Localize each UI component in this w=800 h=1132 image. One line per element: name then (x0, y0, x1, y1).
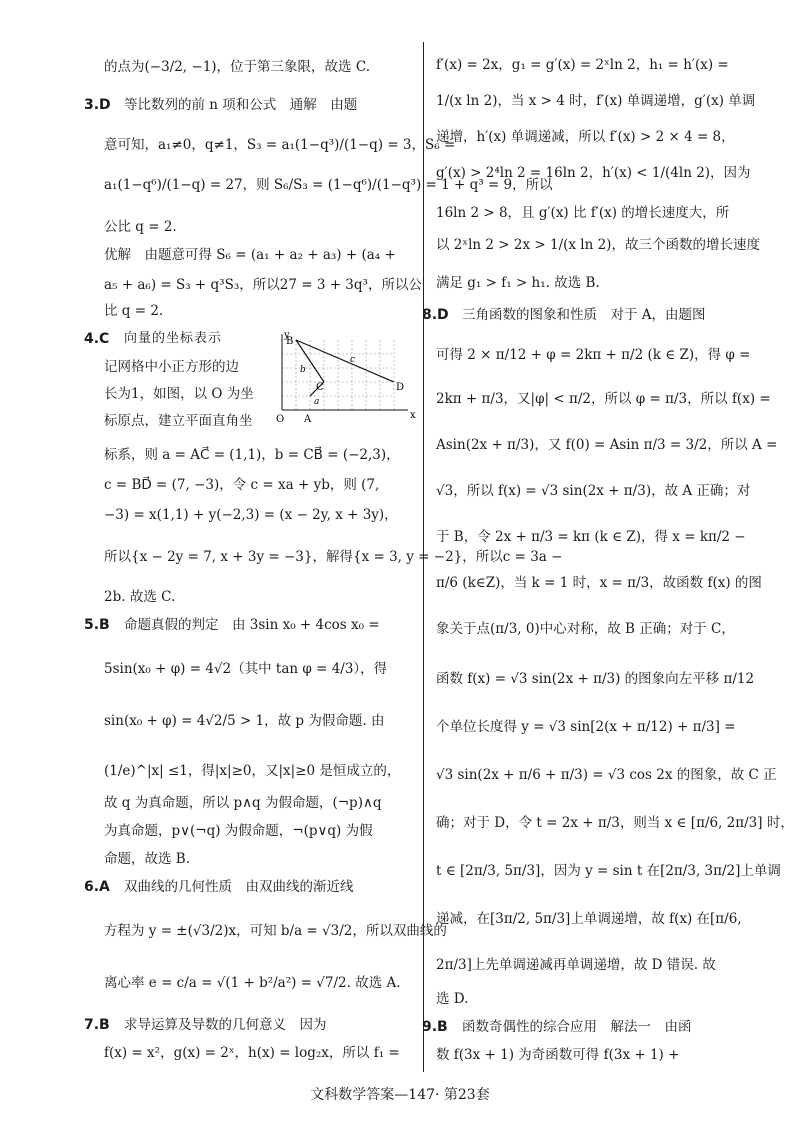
figure-label-A: A (304, 414, 312, 425)
text-line: 所以{x − 2y = 7, x + 3y = −3}，解得{x = 3, y = −2}，所以c = 3a − (104, 549, 563, 565)
text-line: f′(x) = 2x，g₁ = g′(x) = 2ˣln 2，h₁ = h′(x) = (436, 57, 729, 73)
figure-label-c: c (350, 355, 356, 365)
text-line: 确；对于 D，令 t = 2x + π/3，则当 x ∈ [π/6, 2π/3] 时， (436, 815, 794, 831)
text-line: (1/e)^|x| ≤1，得|x|≥0，又|x|≥0 是恒成立的， (104, 763, 401, 779)
item-number: 5.B (84, 617, 110, 633)
figure-label-b: b (300, 365, 306, 375)
text-line: c = BD⃗ = (7, −3)，令 c = xa + yb，则 (7, (104, 477, 380, 493)
text-line: Asin(2x + π/3)，又 f(0) = Asin π/3 = 3/2，所以 A = (436, 437, 778, 453)
text-line: 优解 由题意可得 S₆ = (a₁ + a₂ + a₃) + (a₄ + (104, 247, 396, 263)
text-line: 命题真假的判定 由 3sin x₀ + 4cos x₀ = (124, 617, 380, 633)
text-line: 1/(x ln 2)，当 x > 4 时，f′(x) 单调递增，g′(x) 单调 (436, 93, 756, 109)
item-number: 8.D (422, 307, 449, 323)
text-line: 以 2ˣln 2 > 2x > 1/(x ln 2)，故三个函数的增长速度 (436, 237, 760, 253)
figure-label-y: y (284, 330, 290, 341)
item-number: 4.C (84, 331, 110, 347)
text-line: 个单位长度得 y = √3 sin[2(x + π/12) + π/3] = (436, 719, 736, 735)
text-line: 长为1，如图，以 O 为坐 (104, 386, 254, 402)
text-line: g′(x) > 2⁴ln 2 = 16ln 2，h′(x) < 1/(4ln 2)，因为 (436, 165, 751, 181)
figure-label-C: C (316, 382, 324, 393)
item-number: 3.D (84, 97, 111, 113)
text-line: √3，所以 f(x) = √3 sin(2x + π/3)，故 A 正确；对 (436, 483, 751, 499)
text-line: 三角函数的图象和性质 对于 A，由题图 (462, 307, 706, 323)
page-footer: 文科数学答案—147· 第23套 (310, 1087, 490, 1103)
text-line: 满足 g₁ > f₁ > h₁. 故选 B. (436, 275, 600, 291)
text-line: 方程为 y = ±(√3/2)x，可知 b/a = √3/2，所以双曲线的 (104, 923, 447, 939)
text-line: 函数奇偶性的综合应用 解法一 由函 (462, 1019, 692, 1035)
text-line: 等比数列的前 n 项和公式 通解 由题 (124, 97, 358, 113)
text-line: 2kπ + π/3，又|φ| < π/2，所以 φ = π/3，所以 f(x) = (436, 391, 771, 407)
figure-label-x: x (410, 410, 416, 421)
text-line: t ∈ [2π/3, 5π/3]，因为 y = sin t 在[2π/3, 3π/2]上单调 (436, 863, 781, 879)
figure-label-O: O (276, 414, 285, 425)
text-line: 标原点，建立平面直角坐 (104, 413, 253, 429)
text-line: 公比 q = 2. (104, 219, 177, 235)
vector-grid-figure (278, 328, 418, 428)
text-line: 函数 f(x) = √3 sin(2x + π/3) 的图象向左平移 π/12 (436, 671, 755, 687)
text-line: 可得 2 × π/12 + φ = 2kπ + π/2 (k ∈ Z)，得 φ = (436, 347, 751, 363)
text-line: π/6 (k∈Z)，当 k = 1 时，x = π/3，故函数 f(x) 的图 (436, 575, 762, 591)
text-line: 16ln 2 > 8，且 g′(x) 比 f′(x) 的增长速度大，所 (436, 205, 730, 221)
text-line: 递增，h′(x) 单调递减，所以 f′(x) > 2 × 4 = 8， (436, 129, 735, 145)
text-line: √3 sin(2x + π/6 + π/3) = √3 cos 2x 的图象，故 C 正 (436, 767, 777, 783)
topic-label: 向量的坐标表示 (124, 331, 223, 346)
text-line: a₁(1−q⁶)/(1−q) = 27，则 S₆/S₃ = (1−q⁶)/(1−q³) = 1 + q³ = 9，所以 (104, 177, 553, 193)
text-line: 2b. 故选 C. (104, 589, 176, 605)
text-line: 象关于点(π/3, 0)中心对称，故 B 正确；对于 C， (436, 621, 735, 637)
text-line: sin(x₀ + φ) = 4√2/5 > 1，故 p 为假命题. 由 (104, 713, 385, 729)
item-number: 6.A (84, 879, 110, 895)
text-line: 选 D. (436, 991, 469, 1007)
text-line: 故 q 为真命题，所以 p∧q 为假命题，(¬p)∧q (104, 795, 382, 811)
text-line: a₅ + a₆) = S₃ + q³S₃，所以27 = 3 + 3q³，所以公 (104, 277, 422, 293)
text-line: 标系，则 a = AC⃗ = (1,1)，b = CB⃗ = (−2,3)， (104, 447, 400, 463)
text-line: 递减，在[3π/2, 5π/3]上单调递增，故 f(x) 在[π/6, (436, 911, 742, 927)
text-line: 求导运算及导数的几何意义 因为 (124, 1017, 327, 1033)
figure-label-B: B (286, 336, 294, 347)
text-line: 为真命题，p∨(¬q) 为假命题，¬(p∨q) 为假 (104, 823, 373, 839)
text-line: 意可知，a₁≠0，q≠1，S₃ = a₁(1−q³)/(1−q) = 3，S₆ = (104, 137, 456, 153)
item-number: 9.B (422, 1019, 448, 1035)
text-line: 离心率 e = c/a = √(1 + b²/a²) = √7/2. 故选 A. (104, 975, 401, 991)
text-line: 命题，故选 B. (104, 851, 191, 867)
figure-label-a: a (314, 397, 320, 407)
text-line: 数 f(3x + 1) 为奇函数可得 f(3x + 1) + (436, 1047, 680, 1063)
text-line: 5sin(x₀ + φ) = 4√2（其中 tan φ = 4/3），得 (104, 661, 388, 677)
text-line: 双曲线的几何性质 由双曲线的渐近线 (124, 879, 354, 895)
text-line: −3) = x(1,1) + y(−2,3) = (x − 2y, x + 3y)， (104, 507, 398, 523)
text-line: 比 q = 2. (104, 303, 164, 319)
text-line: 的点为(−3/2, −1)，位于第三象限，故选 C. (104, 59, 370, 75)
text-line: 于 B，令 2x + π/3 = kπ (k ∈ Z)，得 x = kπ/2 − (436, 529, 746, 545)
item-number: 7.B (84, 1017, 110, 1033)
text-line: 2π/3]上先单调递减再单调递增，故 D 错误. 故 (436, 957, 716, 973)
figure-label-D: D (396, 382, 405, 393)
text-line: f(x) = x²，g(x) = 2ˣ，h(x) = log₂x，所以 f₁ = (104, 1045, 400, 1061)
text-line: 记网格中小正方形的边 (104, 359, 239, 375)
